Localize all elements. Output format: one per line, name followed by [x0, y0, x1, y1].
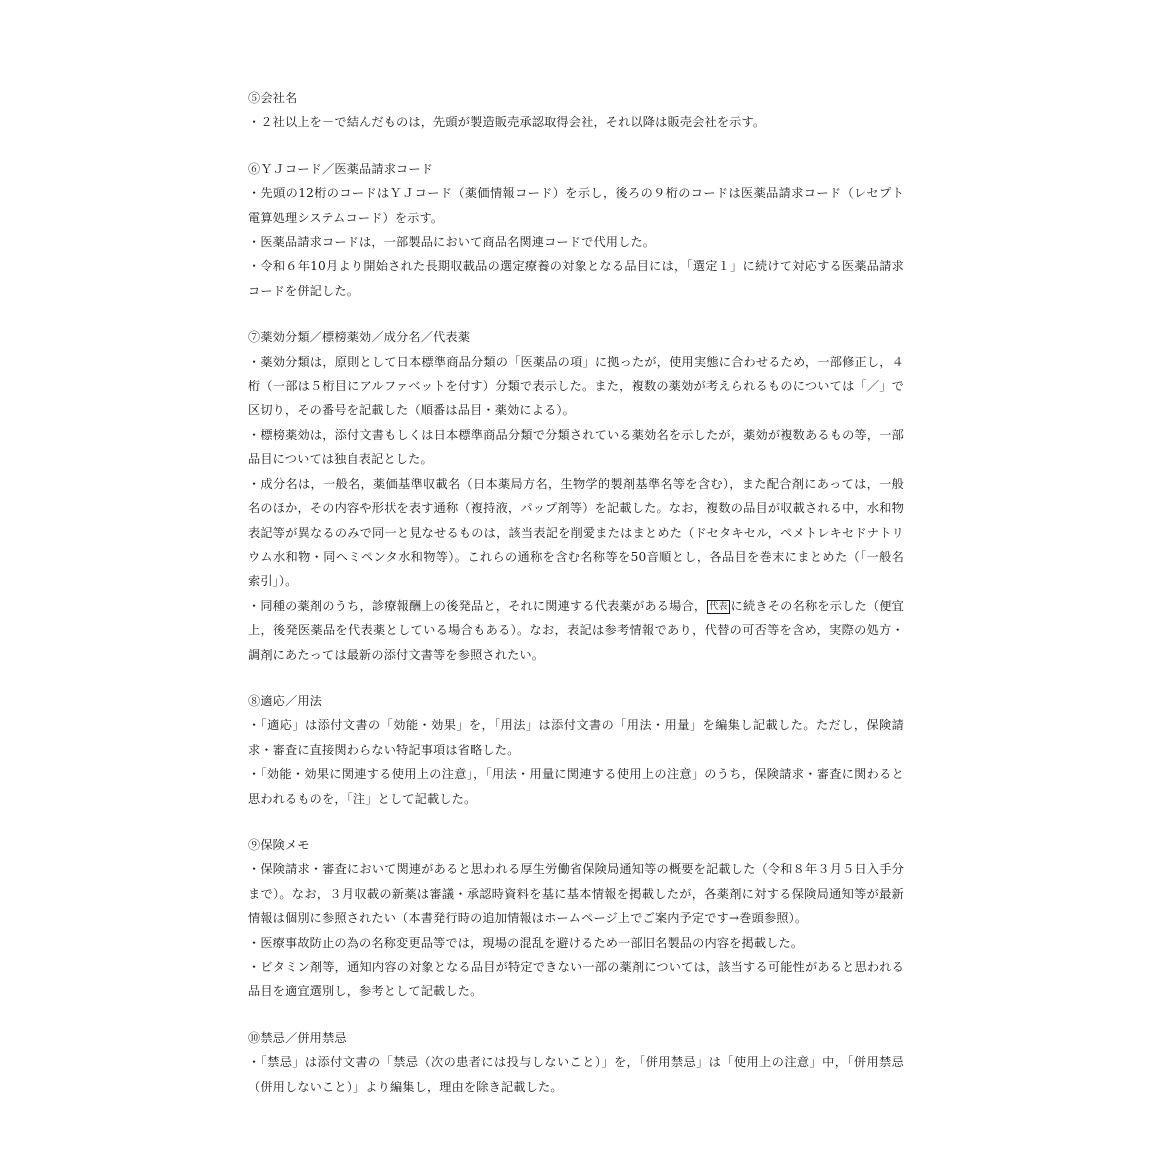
document-section: [248, 1026, 904, 1099]
document-section: [248, 833, 904, 1004]
section-paragraph: ・「禁忌」は添付文書の「禁忌（次の患者には投与しないこと）」を，「併用禁忌」は「使用上の注意」中，「併用禁忌（併用しないこと）」より編集し，理由を除き記載した。: [248, 1055, 904, 1094]
section-paragraph: ・２社以上を－で結んだものは，先頭が製造販売承認取得会社，それ以降は販売会社を示す。: [248, 115, 766, 130]
document-section: [248, 86, 904, 135]
section-heading: ⑥ＹＪコード／医薬品請求コード: [248, 161, 434, 176]
section-paragraph: ・ビタミン剤等，通知内容の対象となる品目が特定できない一部の薬剤については，該当する可能性があると思われる品目を適宜選別し，参考として記載した。: [248, 960, 904, 999]
section-paragraph: ・薬効分類は，原則として日本標準商品分類の「医薬品の項」に拠ったが，使用実態に合わせるため，一部修正し，４桁（一部は５桁目にアルファベットを付す）分類で表示した。また，複数の薬効が考えられるものについては「／」で区切り，その番号を記載した（順番は品目・薬効による）。: [248, 354, 904, 418]
document-page: [248, 86, 904, 1099]
representative-drug-badge: 代表: [709, 601, 728, 612]
paragraph-text: ・同種の薬剤のうち，診療報酬上の後発品と，それに関連する代表薬がある場合，: [248, 598, 707, 613]
section-paragraph: ・医療事故防止の為の名称変更品等では，現場の混乱を避けるため一部旧名製品の内容を掲載した。: [248, 935, 804, 950]
section-heading: ⑤会社名: [248, 91, 298, 105]
section-heading: ⑨保険メモ: [248, 837, 310, 852]
section-paragraph: ・「適応」は添付文書の「効能・効果」を，「用法」は添付文書の「用法・用量」を編集し記載した。ただし，保険請求・審査に直接関わらない特記事項は省略した。: [248, 718, 904, 757]
section-paragraph: ・「効能・効果に関連する使用上の注意」，「用法・用量に関連する使用上の注意」のうち，保険請求・審査に関わると思われるものを，「注」として記載した。: [248, 767, 904, 806]
section-paragraph: ・先頭の12桁のコードはＹＪコード（薬価情報コード）を示し，後ろの９桁のコードは医薬品請求コード（レセプト電算処理システムコード）を示す。: [248, 186, 904, 225]
section-paragraph: [248, 594, 904, 667]
document-section: [248, 157, 904, 303]
document-section: [248, 325, 904, 667]
section-heading: ⑦薬効分類／標榜薬効／成分名／代表薬: [248, 330, 471, 345]
section-paragraph: ・令和６年10月より開始された長期収載品の選定療養の対象となる品目には，「選定１」に続けて対応する医薬品請求コードを併記した。: [248, 259, 904, 298]
section-paragraph: ・成分名は，一般名，薬価基準収載名（日本薬局方名，生物学的製剤基準名等を含む），また配合剤にあっては，一般名のほか，その内容や形状を表す通称（複持液，パップ剤等）を記載した。なお，複数の品目が収載される中，水和物表記等が異なるのみで同一と見なせるものは，該当表記を削愛またはまとめた（ドセタキセル，ペメトレキセドナトリウム水和物・同ヘミペンタ水和物等）。これらの通称を含む名称等を50音順とし，各品目を巻末にまとめた（「一般名索引」）。: [248, 476, 904, 589]
section-heading: ⑩禁忌／併用禁忌: [248, 1030, 347, 1045]
section-heading: ⑧適応／用法: [248, 693, 323, 708]
document-section: [248, 689, 904, 811]
section-paragraph: ・医薬品請求コードは，一部製品において商品名関連コードで代用した。: [248, 235, 656, 250]
section-paragraph: ・標榜薬効は，添付文書もしくは日本標準商品分類で分類されている薬効名を示したが，薬効が複数あるもの等，一部品目については独自表記とした。: [248, 427, 904, 467]
paragraph-text: に続きその名称を示した（便宜上，後発医薬品を代表薬としている場合もある）。なお，表記は参考情報であり，代替の可否等を含め，実際の処方・調剤にあたっては最新の添付文書等を参照されたい。: [248, 598, 904, 662]
section-paragraph: ・保険請求・審査において関連があると思われる厚生労働省保険局通知等の概要を記載した（令和８年３月５日入手分まで）。なお，３月収載の新薬は審議・承認時資料を基に基本情報を掲載したが，各薬剤に対する保険局通知等が最新情報は個別に参照されたい（本書発行時の追加情報はホームページ上でご案内予定です→巻頭参照）。: [248, 862, 904, 926]
